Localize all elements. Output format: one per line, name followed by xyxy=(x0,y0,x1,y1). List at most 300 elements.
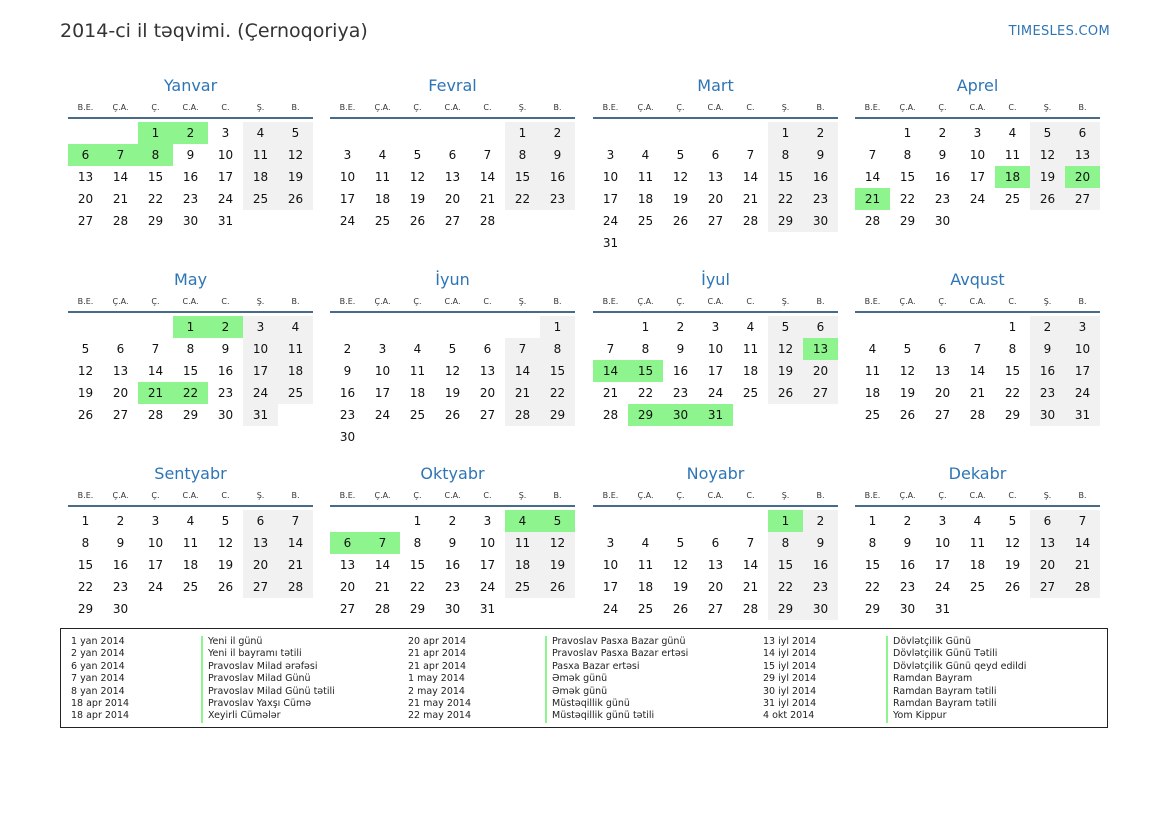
legend-holiday-name: Pravoslav Milad Günü xyxy=(201,673,335,685)
month-4 xyxy=(855,76,1100,256)
day-cell: 18 xyxy=(864,386,881,400)
weekday-header xyxy=(855,491,1100,503)
day-cell: 1 xyxy=(768,122,803,144)
day-cell: 20 xyxy=(707,580,724,594)
weekday-label: Ç. xyxy=(676,103,685,112)
day-cell: 8 xyxy=(413,536,422,550)
day-cell: 23 xyxy=(540,188,575,210)
day-cell: 22 xyxy=(864,580,881,594)
weekday-label: B. xyxy=(291,491,300,500)
day-cell: 8 xyxy=(641,342,650,356)
weekday-label: B.E. xyxy=(602,491,619,500)
weekday-label: Ş. xyxy=(1043,491,1052,500)
day-cell: 25 xyxy=(182,580,199,594)
header-rule xyxy=(68,117,313,119)
weekday-label: Ş. xyxy=(256,297,265,306)
legend-date: 21 apr 2014 xyxy=(408,648,467,660)
day-cell: 14 xyxy=(864,170,881,184)
weekday-label: Ç.A. xyxy=(899,103,916,112)
day-cell: 10 xyxy=(1065,338,1100,360)
day-cell: 22 xyxy=(899,192,916,206)
weekday-label: C.A. xyxy=(969,491,986,500)
day-cell: 16 xyxy=(112,558,129,572)
day-cell: 11 xyxy=(409,364,426,378)
weekday-label: B.E. xyxy=(77,297,94,306)
weekday-label: C.A. xyxy=(444,491,461,500)
day-cell: 21 xyxy=(278,554,313,576)
day-cell: 14 xyxy=(374,558,391,572)
day-cell: 22 xyxy=(768,188,803,210)
day-cell: 22 xyxy=(637,386,654,400)
day-cell: 20 xyxy=(339,580,356,594)
day-cell: 22 xyxy=(540,382,575,404)
weekday-label: Ç.A. xyxy=(112,491,129,500)
day-cell: 22 xyxy=(409,580,426,594)
legend-holiday-name: Dövlətçilik Günü qeyd edildi xyxy=(886,661,1026,673)
day-cell: 6 xyxy=(711,536,720,550)
day-cell: 26 xyxy=(540,576,575,598)
holiday-day-cell: 5 xyxy=(540,510,575,532)
holiday-day-cell: 30 xyxy=(663,404,698,426)
weekday-label: Ç. xyxy=(151,491,160,500)
day-cell: 26 xyxy=(77,408,94,422)
day-cell: 13 xyxy=(77,170,94,184)
day-cell: 9 xyxy=(343,364,352,378)
day-cell: 29 xyxy=(864,602,881,616)
day-cell: 17 xyxy=(602,580,619,594)
day-cell: 22 xyxy=(1004,386,1021,400)
weekday-label: C. xyxy=(746,103,755,112)
legend-holiday-name: Pasxa Bazar ertəsi xyxy=(545,661,688,673)
day-cell: 24 xyxy=(707,386,724,400)
month-name: Sentyabr xyxy=(154,464,227,483)
day-cell: 24 xyxy=(602,602,619,616)
day-cell: 9 xyxy=(221,342,230,356)
day-cell: 12 xyxy=(672,170,689,184)
header-rule xyxy=(68,311,313,313)
month-name: Aprel xyxy=(956,76,999,95)
day-cell: 14 xyxy=(742,558,759,572)
legend-holiday-name: Pravoslav Pasxa Bazar günü xyxy=(545,636,688,648)
day-cell: 20 xyxy=(1030,554,1065,576)
day-cell: 9 xyxy=(1030,338,1065,360)
day-cell: 25 xyxy=(742,386,759,400)
day-cell: 7 xyxy=(868,148,877,162)
month-name: Dekabr xyxy=(948,464,1007,483)
day-cell: 6 xyxy=(448,148,457,162)
day-cell: 5 xyxy=(768,316,803,338)
day-cell: 18 xyxy=(243,166,278,188)
legend-holiday-name: Dövlətçilik Günü xyxy=(886,636,1026,648)
day-cell: 12 xyxy=(768,338,803,360)
holiday-day-cell: 7 xyxy=(365,532,400,554)
day-cell: 20 xyxy=(803,360,838,382)
day-cell: 24 xyxy=(339,214,356,228)
day-cell: 9 xyxy=(676,342,685,356)
day-cell: 14 xyxy=(278,532,313,554)
day-cell: 19 xyxy=(672,192,689,206)
weekday-label: B.E. xyxy=(864,297,881,306)
day-cell: 2 xyxy=(540,122,575,144)
legend-date: 13 iyl 2014 xyxy=(763,636,817,647)
legend-names-col1 xyxy=(201,636,335,723)
holiday-day-cell: 15 xyxy=(628,360,663,382)
header-rule xyxy=(593,311,838,313)
day-cell: 3 xyxy=(606,148,615,162)
day-cell: 31 xyxy=(243,404,278,426)
day-cell: 7 xyxy=(483,148,492,162)
legend-date: 4 okt 2014 xyxy=(763,710,815,722)
weekday-label: Ç. xyxy=(938,491,947,500)
weekday-label: Ş. xyxy=(256,491,265,500)
day-cell: 5 xyxy=(413,148,422,162)
day-cell: 5 xyxy=(221,514,230,528)
weekday-label: Ç. xyxy=(938,297,947,306)
day-cell: 29 xyxy=(77,602,94,616)
header-rule xyxy=(330,505,575,507)
day-cell: 10 xyxy=(969,148,986,162)
weekday-label: Ş. xyxy=(781,491,790,500)
day-cell: 9 xyxy=(938,148,947,162)
month-11 xyxy=(593,464,838,644)
day-cell: 3 xyxy=(938,514,947,528)
day-cell: 14 xyxy=(147,364,164,378)
holiday-day-cell: 8 xyxy=(138,144,173,166)
day-cell: 8 xyxy=(903,148,912,162)
day-cell: 29 xyxy=(1004,408,1021,422)
day-cell: 6 xyxy=(1030,510,1065,532)
day-cell: 22 xyxy=(505,188,540,210)
day-cell: 29 xyxy=(147,214,164,228)
day-cell: 11 xyxy=(637,558,654,572)
legend-date: 15 iyl 2014 xyxy=(763,660,817,672)
day-cell: 6 xyxy=(1065,122,1100,144)
day-cell: 2 xyxy=(448,514,457,528)
day-cell: 14 xyxy=(479,170,496,184)
legend-holiday-name: Ramdan Bayram tətili xyxy=(886,698,1026,710)
day-cell: 19 xyxy=(409,192,426,206)
legend-holiday-name: Yom Kippur xyxy=(886,710,1026,722)
weekday-label: Ç. xyxy=(676,297,685,306)
holiday-day-cell: 14 xyxy=(593,360,628,382)
weekday-label: C.A. xyxy=(707,297,724,306)
holiday-day-cell: 2 xyxy=(208,316,243,338)
day-cell: 19 xyxy=(217,558,234,572)
day-cell: 17 xyxy=(217,170,234,184)
day-cell: 12 xyxy=(1004,536,1021,550)
legend-date: 8 yan 2014 xyxy=(71,685,125,697)
weekday-label: B. xyxy=(553,297,562,306)
month-1 xyxy=(68,76,313,256)
day-cell: 4 xyxy=(746,320,755,334)
day-cell: 30 xyxy=(803,210,838,232)
day-cell: 17 xyxy=(339,192,356,206)
day-cell: 10 xyxy=(243,338,278,360)
day-cell: 11 xyxy=(864,364,881,378)
day-cell: 26 xyxy=(1004,580,1021,594)
day-cell: 17 xyxy=(969,170,986,184)
day-cell: 18 xyxy=(374,192,391,206)
day-cell: 21 xyxy=(1065,554,1100,576)
legend-dates-col3 xyxy=(763,636,816,723)
day-cell: 25 xyxy=(243,188,278,210)
weekday-header xyxy=(593,297,838,309)
weekday-label: C. xyxy=(221,491,230,500)
day-cell: 10 xyxy=(374,364,391,378)
day-cell: 19 xyxy=(278,166,313,188)
weekday-label: C.A. xyxy=(444,297,461,306)
legend-date: 1 yan 2014 xyxy=(71,636,125,647)
day-cell: 31 xyxy=(479,602,496,616)
day-cell: 7 xyxy=(278,510,313,532)
day-cell: 21 xyxy=(742,192,759,206)
day-cell: 26 xyxy=(444,408,461,422)
holiday-day-cell: 6 xyxy=(330,532,365,554)
day-cell: 9 xyxy=(903,536,912,550)
day-cell: 17 xyxy=(1065,360,1100,382)
day-cell: 18 xyxy=(742,364,759,378)
day-cell: 10 xyxy=(602,558,619,572)
weekday-label: C. xyxy=(483,491,492,500)
day-cell: 5 xyxy=(81,342,90,356)
day-cell: 27 xyxy=(1030,576,1065,598)
holiday-day-cell: 7 xyxy=(103,144,138,166)
site-link[interactable]: TIMESLES.COM xyxy=(1008,24,1110,39)
day-cell: 8 xyxy=(768,144,803,166)
day-cell: 16 xyxy=(803,166,838,188)
day-cell: 11 xyxy=(1004,148,1021,162)
legend-holiday-name: Yeni il günü xyxy=(201,636,335,648)
day-cell: 25 xyxy=(1004,192,1021,206)
weekday-label: B. xyxy=(291,103,300,112)
month-name: Noyabr xyxy=(686,464,745,483)
day-cell: 22 xyxy=(768,576,803,598)
day-cell: 3 xyxy=(606,536,615,550)
holiday-day-cell: 29 xyxy=(628,404,663,426)
day-cell: 5 xyxy=(676,536,685,550)
day-cell: 27 xyxy=(112,408,129,422)
day-cell: 19 xyxy=(768,360,803,382)
day-cell: 20 xyxy=(934,386,951,400)
weekday-header xyxy=(855,297,1100,309)
day-cell: 27 xyxy=(479,408,496,422)
legend-holiday-name: Ramdan Bayram tətili xyxy=(886,686,1026,698)
day-cell: 24 xyxy=(147,580,164,594)
day-cell: 15 xyxy=(1004,364,1021,378)
day-cell: 19 xyxy=(1004,558,1021,572)
legend-holiday-name: Əmək günü xyxy=(545,686,688,698)
day-cell: 8 xyxy=(1008,342,1017,356)
weekday-label: C.A. xyxy=(182,103,199,112)
day-cell: 24 xyxy=(1065,382,1100,404)
weekday-label: B.E. xyxy=(864,491,881,500)
day-cell: 19 xyxy=(540,554,575,576)
weekday-label: Ç. xyxy=(413,491,422,500)
day-cell: 3 xyxy=(378,342,387,356)
weekday-label: C. xyxy=(1008,491,1017,500)
day-cell: 3 xyxy=(343,148,352,162)
day-cell: 27 xyxy=(803,382,838,404)
day-cell: 23 xyxy=(444,580,461,594)
day-cell: 2 xyxy=(1030,316,1065,338)
weekday-label: Ç. xyxy=(938,103,947,112)
day-cell: 23 xyxy=(182,192,199,206)
day-cell: 29 xyxy=(899,214,916,228)
day-cell: 27 xyxy=(339,602,356,616)
month-10 xyxy=(330,464,575,644)
legend-holiday-name: Pravoslav Yaxşı Cümə xyxy=(201,698,335,710)
weekday-label: Ş. xyxy=(1043,297,1052,306)
day-cell: 4 xyxy=(641,148,650,162)
weekday-label: C. xyxy=(221,297,230,306)
day-cell: 28 xyxy=(374,602,391,616)
weekday-label: C.A. xyxy=(182,297,199,306)
day-cell: 1 xyxy=(641,320,650,334)
legend-dates-col1 xyxy=(71,636,129,723)
weekday-label: Ş. xyxy=(518,491,527,500)
day-cell: 26 xyxy=(278,188,313,210)
weekday-header xyxy=(330,491,575,503)
month-2 xyxy=(330,76,575,256)
weekday-label: Ç.A. xyxy=(374,491,391,500)
weekday-label: Ş. xyxy=(1043,103,1052,112)
day-cell: 20 xyxy=(444,192,461,206)
day-cell: 1 xyxy=(81,514,90,528)
day-cell: 22 xyxy=(147,192,164,206)
day-cell: 12 xyxy=(1030,144,1065,166)
day-cell: 21 xyxy=(505,382,540,404)
month-name: Mart xyxy=(697,76,734,95)
day-cell: 18 xyxy=(409,386,426,400)
day-cell: 29 xyxy=(409,602,426,616)
day-cell: 6 xyxy=(711,148,720,162)
holiday-day-cell: 1 xyxy=(173,316,208,338)
legend-holiday-name: Pravoslav Pasxa Bazar ertəsi xyxy=(545,648,688,660)
day-cell: 31 xyxy=(934,602,951,616)
day-cell: 3 xyxy=(483,514,492,528)
legend-date: 18 apr 2014 xyxy=(71,697,130,709)
day-cell: 29 xyxy=(768,210,803,232)
day-cell: 13 xyxy=(444,170,461,184)
day-cell: 14 xyxy=(742,170,759,184)
day-cell: 16 xyxy=(540,166,575,188)
day-cell: 11 xyxy=(182,536,199,550)
day-cell: 4 xyxy=(641,536,650,550)
day-cell: 17 xyxy=(243,360,278,382)
day-cell: 28 xyxy=(1065,576,1100,598)
day-cell: 12 xyxy=(278,144,313,166)
day-cell: 14 xyxy=(1065,532,1100,554)
day-cell: 13 xyxy=(707,170,724,184)
day-cell: 27 xyxy=(77,214,94,228)
day-cell: 2 xyxy=(116,514,125,528)
legend-holiday-name: Dövlətçilik Günü Tətili xyxy=(886,648,1026,660)
holiday-day-cell: 1 xyxy=(138,122,173,144)
weekday-label: B.E. xyxy=(339,103,356,112)
day-cell: 23 xyxy=(803,576,838,598)
holiday-day-cell: 18 xyxy=(995,166,1030,188)
day-cell: 24 xyxy=(602,214,619,228)
day-cell: 30 xyxy=(112,602,129,616)
day-cell: 3 xyxy=(973,126,982,140)
day-cell: 7 xyxy=(151,342,160,356)
day-cell: 28 xyxy=(742,602,759,616)
weekday-label: Ç.A. xyxy=(637,297,654,306)
day-cell: 11 xyxy=(278,338,313,360)
legend-date: 29 iyl 2014 xyxy=(763,673,817,685)
day-cell: 8 xyxy=(868,536,877,550)
weekday-label: C.A. xyxy=(707,103,724,112)
day-cell: 12 xyxy=(540,532,575,554)
day-cell: 8 xyxy=(540,338,575,360)
legend-date: 22 may 2014 xyxy=(408,710,472,722)
day-cell: 20 xyxy=(112,386,129,400)
legend-names-col3 xyxy=(886,636,1026,723)
legend-date: 20 apr 2014 xyxy=(408,636,467,647)
weekday-header xyxy=(68,297,313,309)
day-cell: 27 xyxy=(444,214,461,228)
weekday-label: C. xyxy=(483,103,492,112)
holiday-day-cell: 2 xyxy=(173,122,208,144)
day-cell: 28 xyxy=(147,408,164,422)
day-cell: 1 xyxy=(413,514,422,528)
day-cell: 12 xyxy=(444,364,461,378)
day-cell: 18 xyxy=(505,554,540,576)
day-cell: 28 xyxy=(505,404,540,426)
weekday-label: Ş. xyxy=(781,297,790,306)
legend-date: 7 yan 2014 xyxy=(71,673,125,685)
day-cell: 10 xyxy=(707,342,724,356)
day-cell: 18 xyxy=(637,192,654,206)
day-cell: 7 xyxy=(505,338,540,360)
day-cell: 25 xyxy=(969,580,986,594)
weekday-label: B.E. xyxy=(602,103,619,112)
weekday-label: B.E. xyxy=(602,297,619,306)
day-cell: 15 xyxy=(147,170,164,184)
day-cell: 16 xyxy=(672,364,689,378)
day-cell: 8 xyxy=(186,342,195,356)
header-rule xyxy=(330,311,575,313)
day-cell: 20 xyxy=(707,192,724,206)
month-9 xyxy=(68,464,313,644)
day-cell: 23 xyxy=(672,386,689,400)
day-cell: 27 xyxy=(243,576,278,598)
day-cell: 6 xyxy=(243,510,278,532)
day-cell: 30 xyxy=(899,602,916,616)
day-cell: 10 xyxy=(217,148,234,162)
weekday-header xyxy=(330,103,575,115)
day-cell: 24 xyxy=(934,580,951,594)
day-cell: 5 xyxy=(278,122,313,144)
holiday-day-cell: 6 xyxy=(68,144,103,166)
month-name: May xyxy=(173,270,208,289)
legend-holiday-name: Pravoslav Milad ərəfəsi xyxy=(201,661,335,673)
day-cell: 1 xyxy=(505,122,540,144)
weekday-label: B.E. xyxy=(339,491,356,500)
month-12 xyxy=(855,464,1100,644)
day-cell: 23 xyxy=(217,386,234,400)
day-cell: 24 xyxy=(479,580,496,594)
day-cell: 4 xyxy=(243,122,278,144)
day-cell: 24 xyxy=(374,408,391,422)
day-cell: 31 xyxy=(1065,404,1100,426)
day-cell: 10 xyxy=(479,536,496,550)
day-cell: 15 xyxy=(768,166,803,188)
day-cell: 3 xyxy=(243,316,278,338)
legend-date: 30 iyl 2014 xyxy=(763,685,817,697)
day-cell: 30 xyxy=(339,430,356,444)
day-cell: 23 xyxy=(899,580,916,594)
